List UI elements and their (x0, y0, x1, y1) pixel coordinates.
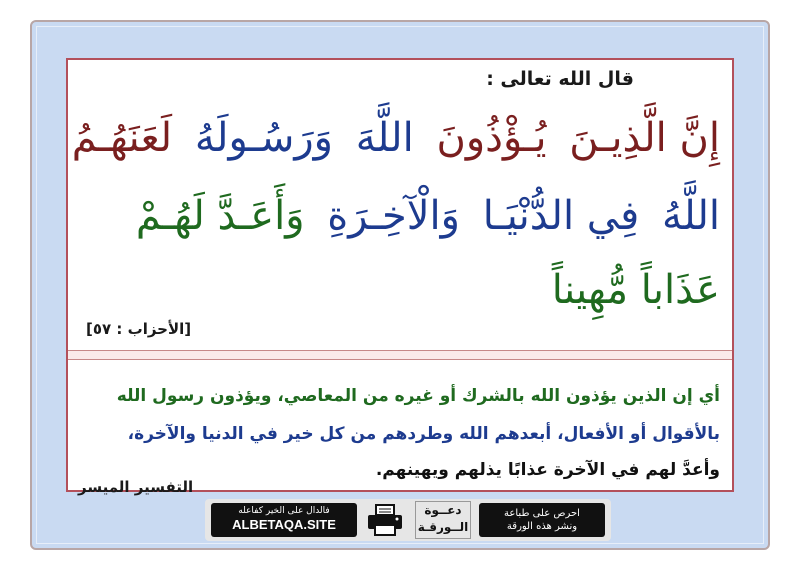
tafsir-line-1: أي إن الذين يؤذون الله بالشرك أو غيره من المعاصي، ويؤذون رسول الله (116, 386, 720, 406)
verse-word: يُـؤْذُونَ (436, 115, 547, 161)
verse-word: عَذَاباً مُّهِيناً (551, 267, 720, 313)
dawat-alwaraqa-logo (415, 501, 471, 539)
intro-heading: قال الله تعالى : (486, 68, 634, 90)
verse-word: اللَّهَ (355, 115, 414, 161)
printer-icon (365, 503, 405, 537)
footer-bar (205, 499, 611, 541)
logo-line-1: دعــوة (424, 503, 462, 517)
verse-word: فِي الدُّنْيَـا (482, 193, 640, 239)
tafsir-line-2: بالأقوال أو الأفعال، أبعدهم الله وطردهم من كل خير في الدنيا والآخرة، (127, 424, 720, 444)
print-line-1: احرص على طباعة (504, 508, 580, 519)
verse-word: وَأَعَـدَّ لَهُـمْ (135, 193, 305, 239)
footer-site-box (211, 503, 357, 537)
verse-word: إِنَّ الَّذِيـنَ (569, 115, 720, 161)
footer-saying: فالدال على الخير كفاعله (238, 506, 330, 516)
footer-print-box (479, 503, 605, 537)
tafsir-line-3: وأعدَّ لهم في الآخرة عذابًا يذلهم ويهينهم. (375, 460, 720, 480)
print-line-2: ونشر هذه الورقة (506, 521, 578, 532)
verse-line-3 (80, 267, 720, 313)
verse-line-1 (71, 115, 720, 161)
verse-word: وَرَسُـولَهُ (194, 115, 333, 161)
logo-line-2: الــورقـة (417, 520, 469, 534)
tafsir-source: التفسير الميسر (78, 478, 194, 496)
verse-reference: [الأحزاب : ٥٧] (86, 320, 192, 338)
verse-word: اللَّهُ (662, 193, 720, 239)
site-link[interactable]: ALBETAQA.SITE (232, 517, 336, 532)
verse-word: وَالْآخِـرَةِ (327, 193, 460, 239)
section-divider (68, 350, 732, 360)
verse-line-2 (80, 193, 720, 239)
verse-word: لَعَنَهُـمُ (71, 115, 173, 161)
